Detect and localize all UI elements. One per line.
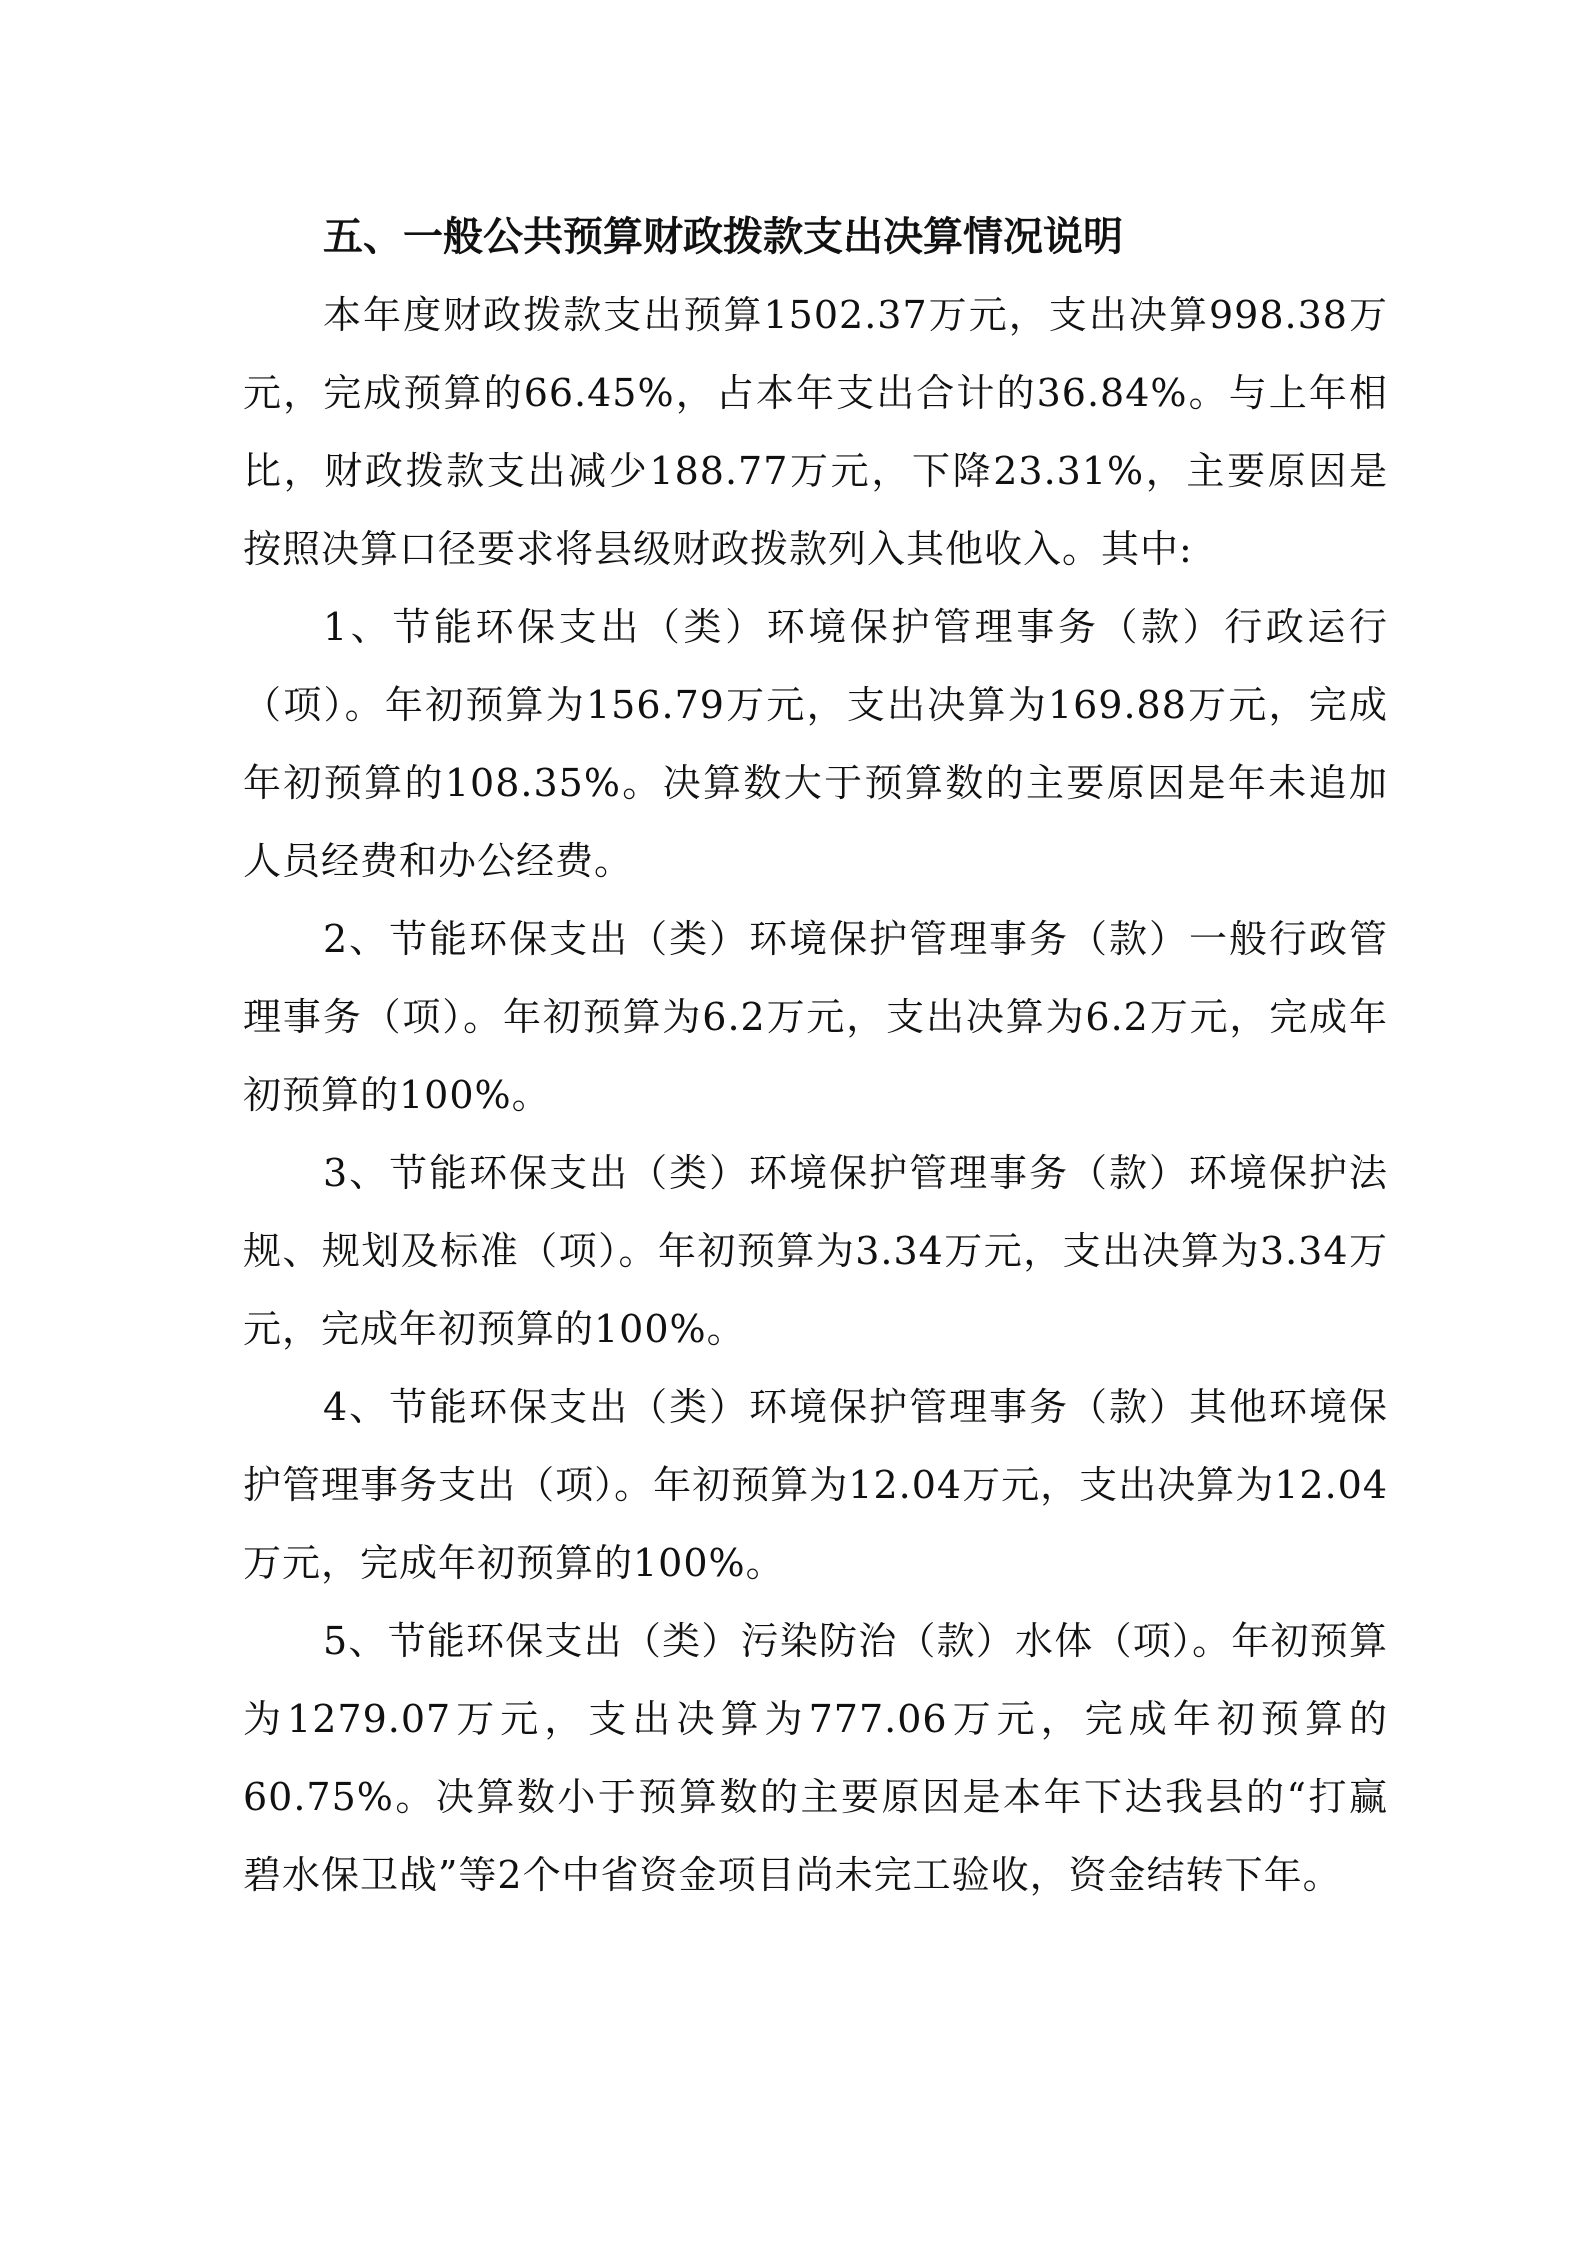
document-body (243, 198, 1388, 1914)
section-heading: 五、一般公共预算财政拨款支出决算情况说明 (323, 214, 1123, 260)
paragraph-item-4: 4、节能环保支出（类）环境保护管理事务（款）其他环境保护管理事务支出（项）。年初预算为12.04万元，支出决算为12.04万元，完成年初预算的100%。 (243, 1385, 1388, 1585)
paragraph-item-2: 2、节能环保支出（类）环境保护管理事务（款）一般行政管理事务（项）。年初预算为6.2万元，支出决算为6.2万元，完成年初预算的100%。 (243, 917, 1388, 1117)
paragraph-item-1: 1、节能环保支出（类）环境保护管理事务（款）行政运行（项）。年初预算为156.79万元，支出决算为169.88万元，完成年初预算的108.35%。决算数大于预算数的主要原因是年未追加人员经费和办公经费。 (243, 605, 1388, 883)
paragraph-item-3: 3、节能环保支出（类）环境保护管理事务（款）环境保护法规、规划及标准（项）。年初预算为3.34万元，支出决算为3.34万元，完成年初预算的100%。 (243, 1151, 1388, 1351)
paragraph-item-5: 5、节能环保支出（类）污染防治（款）水体（项）。年初预算为1279.07万元，支出决算为777.06万元，完成年初预算的60.75%。决算数小于预算数的主要原因是本年下达我县的“打赢碧水保卫战”等2个中省资金项目尚未完工验收，资金结转下年。 (243, 1619, 1388, 1897)
paragraph-summary: 本年度财政拨款支出预算1502.37万元，支出决算998.38万元，完成预算的66.45%，占本年支出合计的36.84%。与上年相比，财政拨款支出减少188.77万元，下降23.31%，主要原因是按照决算口径要求将县级财政拨款列入其他收入。其中: (243, 293, 1388, 571)
